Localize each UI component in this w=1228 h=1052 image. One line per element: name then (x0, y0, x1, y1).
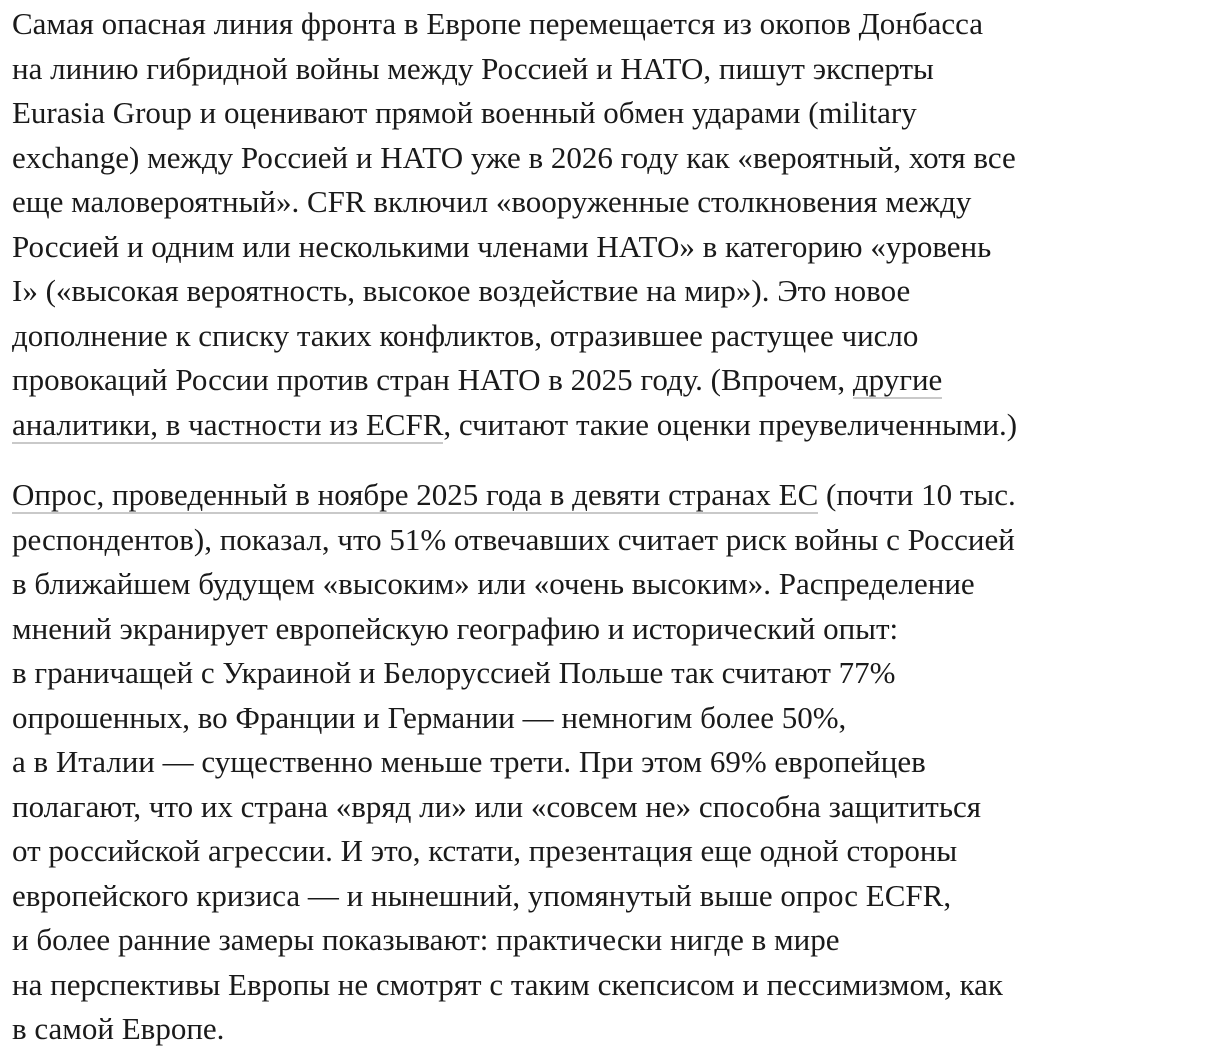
text-line: дополнение к списку таких конфликтов, отразившее растущее число (12, 317, 919, 353)
text-line: европейского кризиса — и нынешний, упомянутый выше опрос ECFR, (12, 877, 952, 913)
text-line: Самая опасная линия фронта в Европе перемещается из окопов Донбасса (12, 6, 984, 41)
text-segment: провокаций России против стран НАТО в 2025 году. (Впрочем, (12, 362, 853, 397)
text-segment: (почти 10 тыс. (818, 477, 1016, 512)
text-line: в самой Европе. (12, 1011, 225, 1046)
text-line (12, 403, 1218, 448)
text-line: мнений экранирует европейскую географию и исторический опыт: (12, 610, 899, 646)
text-line: в ближайшем будущем «высоким» или «очень высоким». Распределение (12, 566, 975, 601)
text-line: полагают, что их страна «вряд ли» или «совсем не» способна защититься (12, 788, 981, 824)
text-line (12, 358, 1218, 403)
text-line: exchange) между Россией и НАТО уже в 2026 году как «вероятный, хотя все (12, 139, 1016, 175)
other-analysts-link-part-1[interactable]: другие (852, 362, 943, 397)
text-line: Eurasia Group и оценивают прямой военный обмен ударами (military (12, 95, 917, 130)
text-line: респондентов), показал, что 51% отвечавших считает риск войны с Россией (12, 521, 1015, 557)
text-line (12, 473, 1218, 518)
paragraph-1 (12, 2, 1218, 447)
paragraph-2 (12, 473, 1218, 1052)
text-line: Россией и одним или несколькими членами НАТО» в категорию «уровень (12, 228, 992, 264)
text-line: в граничащей с Украиной и Белоруссией Польше так считают 77% (12, 655, 896, 690)
text-line: еще маловероятный». CFR включил «вооруженные столкновения между (12, 184, 972, 219)
text-segment: , считают такие оценки преувеличенными.) (443, 406, 1018, 442)
text-line: и более ранние замеры показывают: практически нигде в мире (12, 922, 840, 957)
text-line: от российской агрессии. И это, кстати, презентация еще одной стороны (12, 833, 958, 868)
text-line: а в Италии — существенно меньше трети. При этом 69% европейцев (12, 744, 926, 779)
text-line: опрошенных, во Франции и Германии — немногим более 50%, (12, 699, 847, 735)
other-analysts-link-part-2[interactable]: аналитики, в частности из ECFR (12, 406, 444, 442)
text-line: I» («высокая вероятность, высокое воздействие на мир»). Это новое (12, 273, 911, 308)
survey-link[interactable]: Опрос, проведенный в ноябре 2025 года в девяти странах ЕС (12, 477, 819, 512)
text-line: на линию гибридной войны между Россией и НАТО, пишут эксперты (12, 50, 934, 86)
text-line: на перспективы Европы не смотрят с таким скепсисом и пессимизмом, как (12, 966, 1003, 1002)
